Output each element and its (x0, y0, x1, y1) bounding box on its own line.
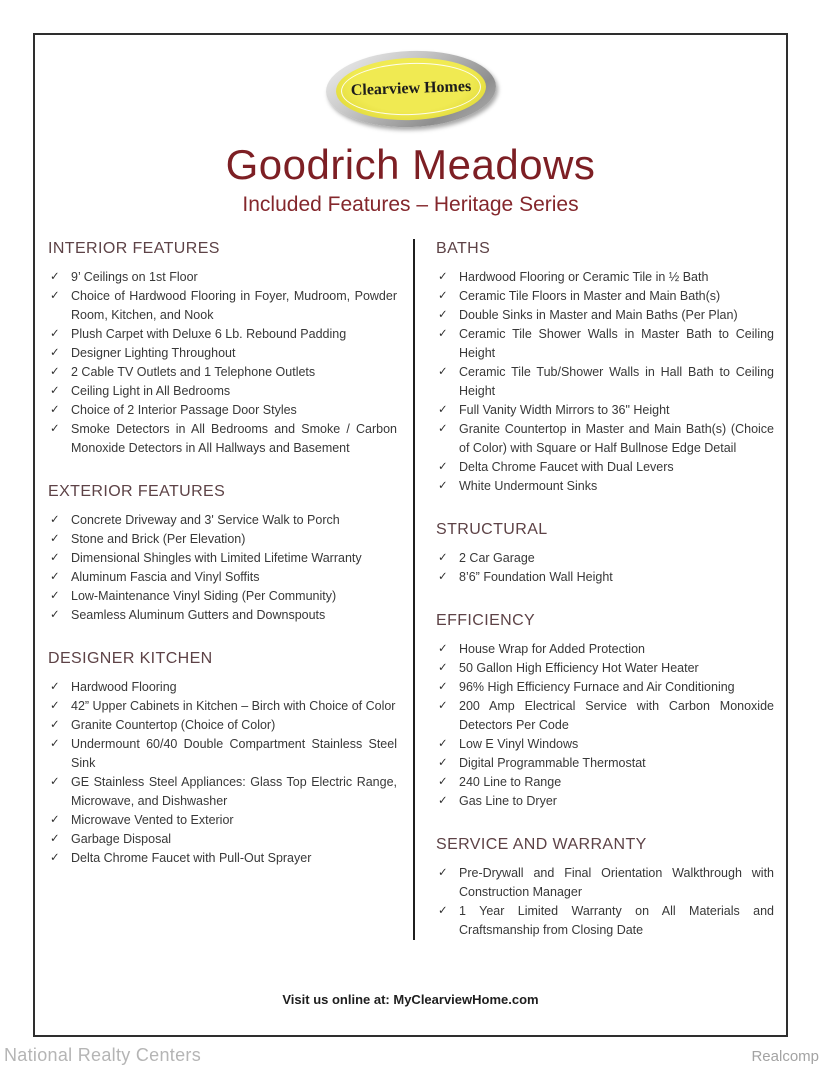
feature-item (436, 306, 774, 325)
section-heading: DESIGNER KITCHEN (48, 650, 213, 668)
feature-item-text: Smoke Detectors in All Bedrooms and Smoke / Carbon Monoxide Detectors in All Hallways and Basement (71, 422, 397, 456)
feature-item (48, 382, 397, 401)
checkmark-icon: ✓ (50, 852, 60, 865)
section-list (48, 268, 397, 458)
right-column (415, 239, 786, 940)
feature-item-text: Gas Line to Dryer (459, 794, 557, 809)
feature-item (48, 401, 397, 420)
checkmark-icon: ✓ (438, 738, 448, 751)
checkmark-icon: ✓ (50, 571, 60, 584)
feature-item (48, 830, 397, 849)
feature-item-text: House Wrap for Added Protection (459, 642, 645, 657)
website-line: Visit us online at: MyClearviewHome.com (282, 992, 539, 1007)
feature-item-text: Low E Vinyl Windows (459, 737, 579, 752)
feature-item (436, 754, 774, 773)
feature-item (436, 902, 774, 940)
section-heading: STRUCTURAL (436, 521, 548, 539)
viewer-footer (0, 1045, 825, 1066)
feature-item (48, 568, 397, 587)
checkmark-icon: ✓ (438, 681, 448, 694)
checkmark-icon: ✓ (50, 423, 60, 436)
feature-item (48, 344, 397, 363)
checkmark-icon: ✓ (438, 700, 448, 713)
checkmark-icon: ✓ (438, 271, 448, 284)
feature-item-text: Choice of Hardwood Flooring in Foyer, Mudroom, Powder Room, Kitchen, and Nook (71, 289, 397, 323)
checkmark-icon: ✓ (438, 905, 448, 918)
page-subtitle: Included Features – Heritage Series (242, 193, 579, 217)
feature-item (48, 363, 397, 382)
checkmark-icon: ✓ (438, 867, 448, 880)
feature-item-text: GE Stainless Steel Appliances: Glass Top Electric Range, Microwave, and Dishwasher (71, 775, 397, 809)
feature-item-text: 2 Car Garage (459, 551, 535, 566)
feature-item (436, 420, 774, 458)
feature-item (436, 640, 774, 659)
feature-item-text: Delta Chrome Faucet with Dual Levers (459, 460, 674, 475)
feature-item (48, 268, 397, 287)
checkmark-icon: ✓ (438, 290, 448, 303)
feature-item-text: 42” Upper Cabinets in Kitchen – Birch with Choice of Color (71, 699, 396, 714)
feature-item (436, 477, 774, 496)
feature-item-text: Ceramic Tile Floors in Master and Main Bath(s) (459, 289, 721, 304)
features-columns (35, 239, 786, 940)
section-heading: INTERIOR FEATURES (48, 240, 220, 258)
checkmark-icon: ✓ (438, 795, 448, 808)
feature-section (436, 521, 774, 587)
checkmark-icon: ✓ (50, 552, 60, 565)
feature-section (48, 240, 397, 458)
feature-item (48, 530, 397, 549)
checkmark-icon: ✓ (438, 404, 448, 417)
feature-item-text: Seamless Aluminum Gutters and Downspouts (71, 608, 326, 623)
feature-item (436, 792, 774, 811)
checkmark-icon: ✓ (50, 533, 60, 546)
feature-item (436, 549, 774, 568)
section-list (48, 511, 397, 625)
checkmark-icon: ✓ (438, 643, 448, 656)
section-heading: EFFICIENCY (436, 612, 536, 630)
feature-item-text: Granite Countertop in Master and Main Bath(s) (Choice of Color) with Square or Half Bullnose Edge Detail (459, 422, 774, 456)
feature-item (436, 287, 774, 306)
feature-item-text: 8’6” Foundation Wall Height (459, 570, 613, 585)
feature-item-text: Delta Chrome Faucet with Pull-Out Sprayer (71, 851, 312, 866)
checkmark-icon: ✓ (438, 461, 448, 474)
feature-item (48, 606, 397, 625)
clearview-homes-logo (326, 51, 496, 127)
checkmark-icon: ✓ (438, 480, 448, 493)
feature-item-text: 9’ Ceilings on 1st Floor (71, 270, 198, 285)
feature-item-text: Stone and Brick (Per Elevation) (71, 532, 246, 547)
checkmark-icon: ✓ (50, 271, 60, 284)
feature-item (48, 420, 397, 458)
feature-item (436, 864, 774, 902)
logo-text: Clearview Homes (350, 77, 471, 100)
section-list (436, 640, 774, 811)
feature-item (436, 363, 774, 401)
left-column (35, 239, 413, 940)
checkmark-icon: ✓ (50, 776, 60, 789)
document-page (33, 33, 788, 1037)
checkmark-icon: ✓ (50, 700, 60, 713)
footer-mls-name: Realcomp (751, 1048, 819, 1065)
feature-section (436, 612, 774, 811)
feature-section (48, 483, 397, 625)
feature-item (436, 401, 774, 420)
feature-item (48, 716, 397, 735)
feature-item-text: 2 Cable TV Outlets and 1 Telephone Outlets (71, 365, 316, 380)
feature-item (436, 697, 774, 735)
feature-item-text: 1 Year Limited Warranty on All Materials and Craftsmanship from Closing Date (459, 904, 774, 938)
feature-item-text: Double Sinks in Master and Main Baths (Per Plan) (459, 308, 738, 323)
feature-item-text: Hardwood Flooring or Ceramic Tile in ½ Bath (459, 270, 709, 285)
page-title: Goodrich Meadows (225, 141, 596, 188)
feature-item (48, 287, 397, 325)
logo-yellow-oval (334, 55, 486, 122)
section-list (48, 678, 397, 868)
feature-item-text: Concrete Driveway and 3' Service Walk to Porch (71, 513, 340, 528)
checkmark-icon: ✓ (50, 681, 60, 694)
feature-item-text: Low-Maintenance Vinyl Siding (Per Community) (71, 589, 337, 604)
checkmark-icon: ✓ (438, 328, 448, 341)
feature-item-text: Designer Lighting Throughout (71, 346, 236, 361)
feature-item (436, 458, 774, 477)
feature-item-text: 200 Amp Electrical Service with Carbon Monoxide Detectors Per Code (459, 699, 774, 733)
checkmark-icon: ✓ (438, 552, 448, 565)
feature-item-text: Ceramic Tile Shower Walls in Master Bath to Ceiling Height (459, 327, 774, 361)
feature-item (48, 587, 397, 606)
feature-item (48, 849, 397, 868)
section-list (436, 864, 774, 940)
checkmark-icon: ✓ (438, 309, 448, 322)
checkmark-icon: ✓ (438, 776, 448, 789)
feature-section (48, 650, 397, 868)
checkmark-icon: ✓ (50, 385, 60, 398)
feature-item-text: Choice of 2 Interior Passage Door Styles (71, 403, 297, 418)
feature-section (436, 240, 774, 496)
feature-item-text: 240 Line to Range (459, 775, 562, 790)
feature-item (48, 773, 397, 811)
feature-item-text: Dimensional Shingles with Limited Lifetime Warranty (71, 551, 362, 566)
checkmark-icon: ✓ (50, 328, 60, 341)
logo-silver-ring (324, 48, 497, 130)
feature-item (48, 678, 397, 697)
feature-item (48, 811, 397, 830)
checkmark-icon: ✓ (438, 662, 448, 675)
checkmark-icon: ✓ (438, 571, 448, 584)
checkmark-icon: ✓ (50, 290, 60, 303)
feature-item-text: Aluminum Fascia and Vinyl Soffits (71, 570, 260, 585)
feature-item (436, 325, 774, 363)
section-heading: BATHS (436, 240, 491, 258)
feature-item-text: Ceiling Light in All Bedrooms (71, 384, 231, 399)
feature-item-text: Digital Programmable Thermostat (459, 756, 646, 771)
checkmark-icon: ✓ (50, 609, 60, 622)
checkmark-icon: ✓ (50, 814, 60, 827)
checkmark-icon: ✓ (438, 423, 448, 436)
feature-item-text: 50 Gallon High Efficiency Hot Water Heater (459, 661, 699, 676)
feature-item (436, 735, 774, 754)
feature-item-text: Ceramic Tile Tub/Shower Walls in Hall Bath to Ceiling Height (459, 365, 774, 399)
feature-item-text: Undermount 60/40 Double Compartment Stainless Steel Sink (71, 737, 397, 771)
checkmark-icon: ✓ (438, 757, 448, 770)
feature-item-text: 96% High Efficiency Furnace and Air Conditioning (459, 680, 735, 695)
feature-section (436, 836, 774, 940)
feature-item (48, 735, 397, 773)
feature-item-text: Hardwood Flooring (71, 680, 177, 695)
feature-item (436, 659, 774, 678)
checkmark-icon: ✓ (50, 833, 60, 846)
feature-item (436, 678, 774, 697)
feature-item (436, 568, 774, 587)
checkmark-icon: ✓ (50, 514, 60, 527)
section-heading: EXTERIOR FEATURES (48, 483, 226, 501)
checkmark-icon: ✓ (50, 719, 60, 732)
feature-item-text: Full Vanity Width Mirrors to 36" Height (459, 403, 670, 418)
checkmark-icon: ✓ (50, 404, 60, 417)
checkmark-icon: ✓ (50, 366, 60, 379)
feature-item-text: Pre-Drywall and Final Orientation Walkthrough with Construction Manager (459, 866, 774, 900)
feature-item (48, 325, 397, 344)
section-list (436, 268, 774, 496)
section-list (436, 549, 774, 587)
checkmark-icon: ✓ (50, 347, 60, 360)
feature-item-text: White Undermount Sinks (459, 479, 598, 494)
feature-item-text: Garbage Disposal (71, 832, 172, 847)
checkmark-icon: ✓ (50, 590, 60, 603)
feature-item (48, 697, 397, 716)
feature-item-text: Microwave Vented to Exterior (71, 813, 234, 828)
feature-item-text: Granite Countertop (Choice of Color) (71, 718, 276, 733)
feature-item (48, 549, 397, 568)
footer-brokerage-name: National Realty Centers (4, 1045, 201, 1065)
checkmark-icon: ✓ (438, 366, 448, 379)
feature-item-text: Plush Carpet with Deluxe 6 Lb. Rebound Padding (71, 327, 347, 342)
feature-item (436, 773, 774, 792)
checkmark-icon: ✓ (50, 738, 60, 751)
feature-item (48, 511, 397, 530)
feature-item (436, 268, 774, 287)
section-heading: SERVICE AND WARRANTY (436, 836, 647, 854)
